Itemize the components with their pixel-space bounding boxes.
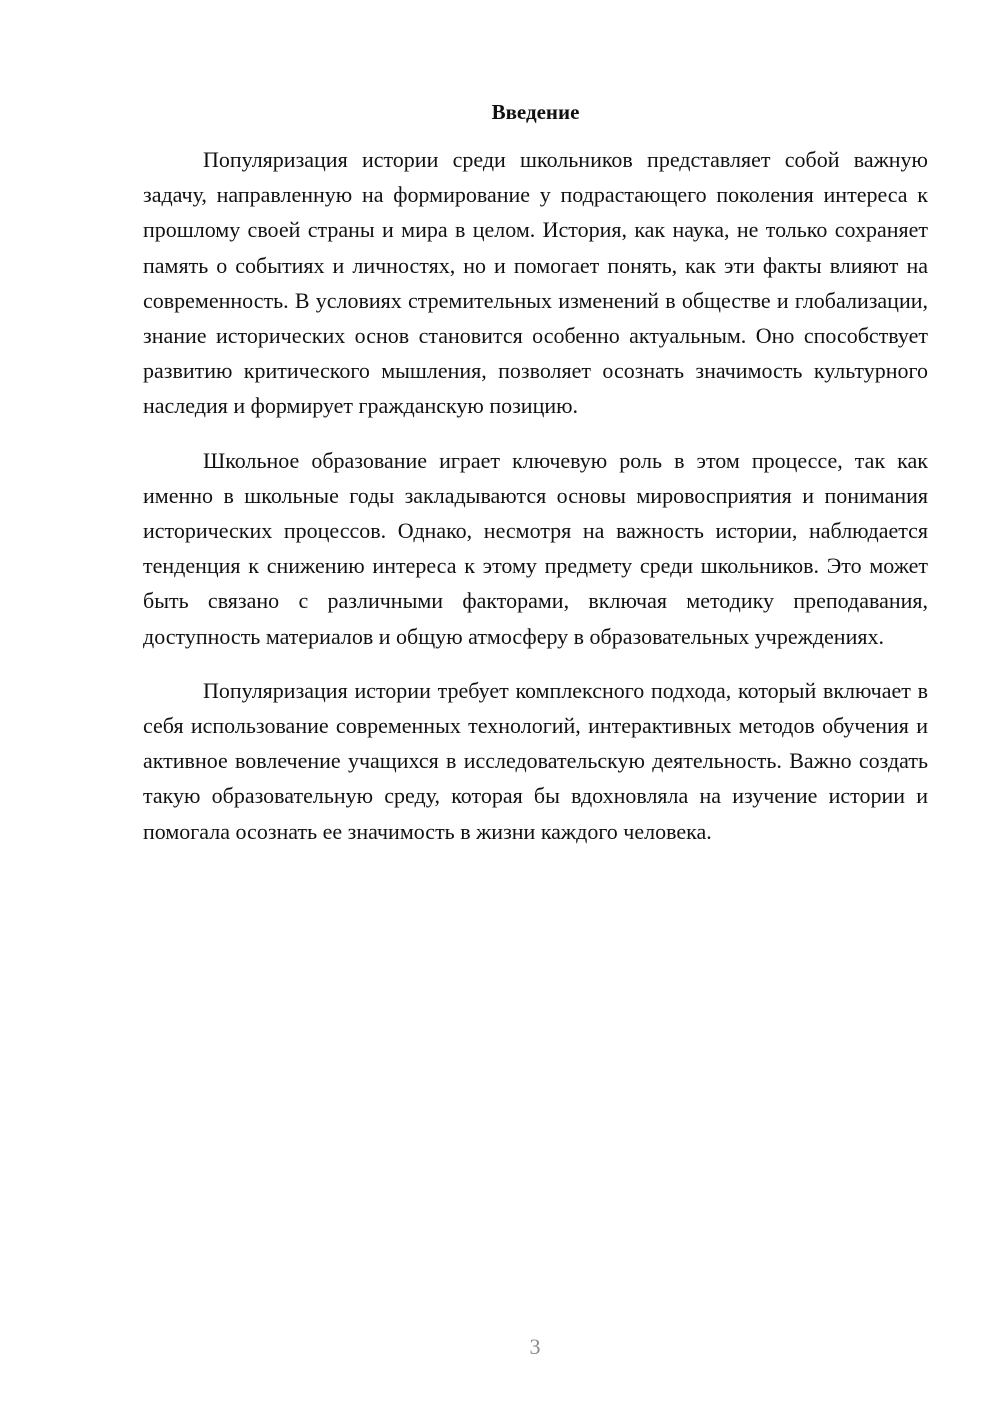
body-text bbox=[143, 142, 928, 868]
section-heading: Введение bbox=[491, 100, 580, 124]
page-number: 3 bbox=[529, 1334, 541, 1359]
paragraph-3: Популяризация истории требует комплексного подхода, который включает в себя использование современных технологий, интерактивных методов обучения и активное вовлечение учащихся в исследовательскую деятельность. Важно создать такую образовательную среду, которая бы вдохновляла на изучение истории и помогала осознать ее значимость в жизни каждого человека. bbox=[143, 677, 928, 844]
paragraph-1: Популяризация истории среди школьников представляет собой важную задачу, направленную на формирование у подрастающего поколения интереса к прошлому своей страны и мира в целом. История, как наука, не только сохраняет память о событиях и личностях, но и помогает понять, как эти факты влияют на современность. В условиях стремительных изменений в обществе и глобализации, знание исторических основ становится особенно актуальным. Оно способствует развитию критического мышления, позволяет осознать значимость культурного наследия и формирует гражданскую позицию. bbox=[143, 147, 928, 419]
paragraph-2: Школьное образование играет ключевую роль в этом процессе, так как именно в школьные годы закладываются основы мировосприятия и понимания исторических процессов. Однако, несмотря на важность истории, наблюдается тенденция к снижению интереса к этому предмету среди школьников. Это может быть связано с различными факторами, включая методику преподавания, доступность материалов и общую атмосферу в образовательных учреждениях. bbox=[143, 447, 928, 649]
